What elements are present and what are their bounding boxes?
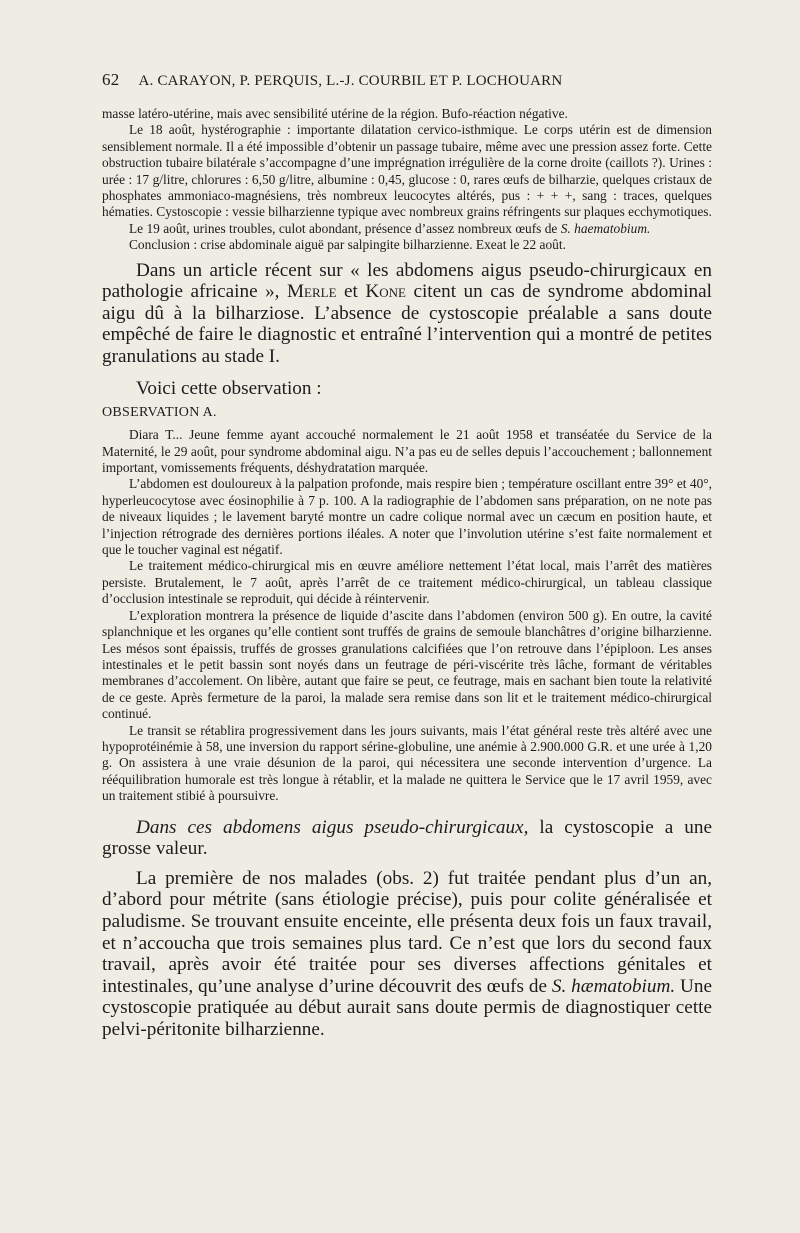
final-section (102, 868, 712, 1041)
species-name: S. haematobium. (560, 220, 651, 236)
page (102, 70, 712, 1041)
authors: A. CARAYON, P. PERQUIS, L.-J. COURBIL ET P. LOCHOUARN (138, 73, 563, 89)
text-span: et (336, 281, 366, 303)
text-span: Dans un article récent sur « les abdomens aigus pseudo-chirurgicaux en pathologie africaine », (102, 259, 712, 303)
running-header (102, 70, 712, 90)
observation-paragraph: Le transit se rétablira progressivement dans les jours suivants, mais l’état général reste très altéré avec une hypoprotéinémie à 58, une inversion du rapport sérine-globuline, une anémie à 2.900.000 G.R. et une urée à 1,20 g. On assistera à une vraie désunion de la paroi, qui nécessitera une seconde intervention d’urgence. La rééquilibration humorale est très longue à rétablir, et la malade ne quittera le Service que le 17 avril 1959, avec un traitement stibié à poursuivre. (102, 722, 712, 804)
case-paragraph: Le 18 août, hystérographie : importante dilatation cervico-isthmique. Le corps utérin est de dimension sensiblement normale. Il a été impossible d’obtenir un passage tubaire, même avec une pression assez forte. Cette obstruction tubaire bilatérale s’accompagne d’une imprégnation irrégulière de la corne droite (caillots ?). Urines : urée : 17 g/litre, chlorures : 6,50 g/litre, albumine : 0,45, glucose : 0, rares œufs de bilharzie, quelques cristaux de phosphates ammoniaco-magnésiens, très nombreux leucocytes altérés, pus : + + +, sang : traces, quelques hématies. Cystoscopie : vessie bilharzienne typique avec nombreux grains réfringents sur plaques ecchymotiques. (102, 122, 712, 220)
article-paragraph (102, 260, 712, 368)
page-number: 62 (102, 70, 120, 89)
text-span: Le 19 août, urines troubles, culot abondant, présence d’assez nombreux œufs de (129, 220, 558, 236)
final-paragraph (102, 868, 712, 1041)
observation-title: OBSERVATION A. (102, 405, 217, 421)
voici-line: Voici cette observation : (136, 377, 322, 399)
voici-section (102, 378, 712, 400)
case-paragraph (102, 221, 712, 237)
text-span: Une cystoscopie pratiquée au début aurait sans doute permis de diagnostiquer cette pelvi-péritonite bilharzienne. (102, 975, 712, 1040)
observation-paragraph: Le traitement médico-chirurgical mis en œuvre améliore nettement l’état local, mais l’arrêt des matières persiste. Brutalement, le 7 août, après l’arrêt de ce traitement médico-chirurgical, un tableau classique d’occlusion intestinale se reproduit, qui décide à réintervenir. (102, 558, 712, 607)
observation-paragraph: L’abdomen est douloureux à la palpation profonde, mais respire bien ; température oscillant entre 39° et 40°, hyperleucocytose avec éosinophilie à 7 p. 100. A la radiographie de l’abdomen sans préparation, on ne note pas de niveaux liquides ; le lavement baryté montre un cadre colique normal avec un cæcum en position haute, et l’injection rétrograde des dernières portions iléales. A noter que l’involution utérine s’est faite normalement et que le toucher vaginal est négatif. (102, 476, 712, 558)
case-conclusion: Conclusion : crise abdominale aiguë par salpingite bilharzienne. Exeat le 22 août. (129, 237, 566, 253)
species-name: S. hæmatobium. (551, 975, 676, 997)
text-span: citent un cas de syndrome abdominal aigu dû à la bilharziose. L’absence de cystoscopie préalable a sans doute empêché de faire le diagnostic et entraîné l’intervention qui a montré de petites granulations au stade I. (102, 281, 712, 368)
case-continuation (102, 106, 712, 254)
observation-a (102, 427, 712, 804)
author-name: Kone (365, 281, 406, 303)
text-span: la cystoscopie a une grosse valeur. (102, 816, 712, 860)
author-name: Merle (286, 281, 337, 303)
cystoscopy-paragraph (102, 817, 712, 860)
observation-paragraph: L’exploration montrera la présence de liquide d’ascite dans l’abdomen (environ 500 g). En outre, la cavité splanchnique et les organes qu’elle contient sont truffés de grains de semoule blanchâtres d’origine bilharzienne. Les mésos sont épaissis, truffés de grosses granulations calcifiées que l’on retrouve dans l’épiploon. Les anses intestinales et le petit bassin sont noyés dans un feutrage de péri-viscérite très lâche, formant de véritables membranes d’accolement. On libère, autant que faire se peut, ce feutrage, mais en sachant bien toute la relativité de ce geste. Après fermeture de la paroi, la malade sera remise dans son lit et le traitement médico-chirurgical continué. (102, 607, 712, 722)
italic-phrase: Dans ces abdomens aigus pseudo-chirurgicaux, (136, 816, 529, 838)
observation-paragraph: Diara T... Jeune femme ayant accouché normalement le 21 août 1958 et transéatée du Service de la Maternité, le 29 août, pour syndrome abdominal aigu. N’a pas eu de selles depuis l’accouchement ; ballonnement important, vomissements fréquents, déshydratation marquée. (102, 427, 712, 476)
text-span: La première de nos malades (obs. 2) fut traitée pendant plus d’un an, d’abord pour métrite (sans étiologie précise), puis pour colite généralisée et paludisme. Se trouvant ensuite enceinte, elle présenta deux fois un faux travail, et n’accoucha que trois semaines plus tard. Ce n’est que lors du second faux travail, après avoir été traitée pour ses diverses affections génitales et intestinales, qu’une analyse d’urine découvrit des œufs de (102, 867, 712, 997)
article-section (102, 260, 712, 368)
case-paragraph: masse latéro-utérine, mais avec sensibilité utérine de la région. Bufo-réaction négative. (102, 106, 568, 121)
cystoscopy-section (102, 817, 712, 860)
